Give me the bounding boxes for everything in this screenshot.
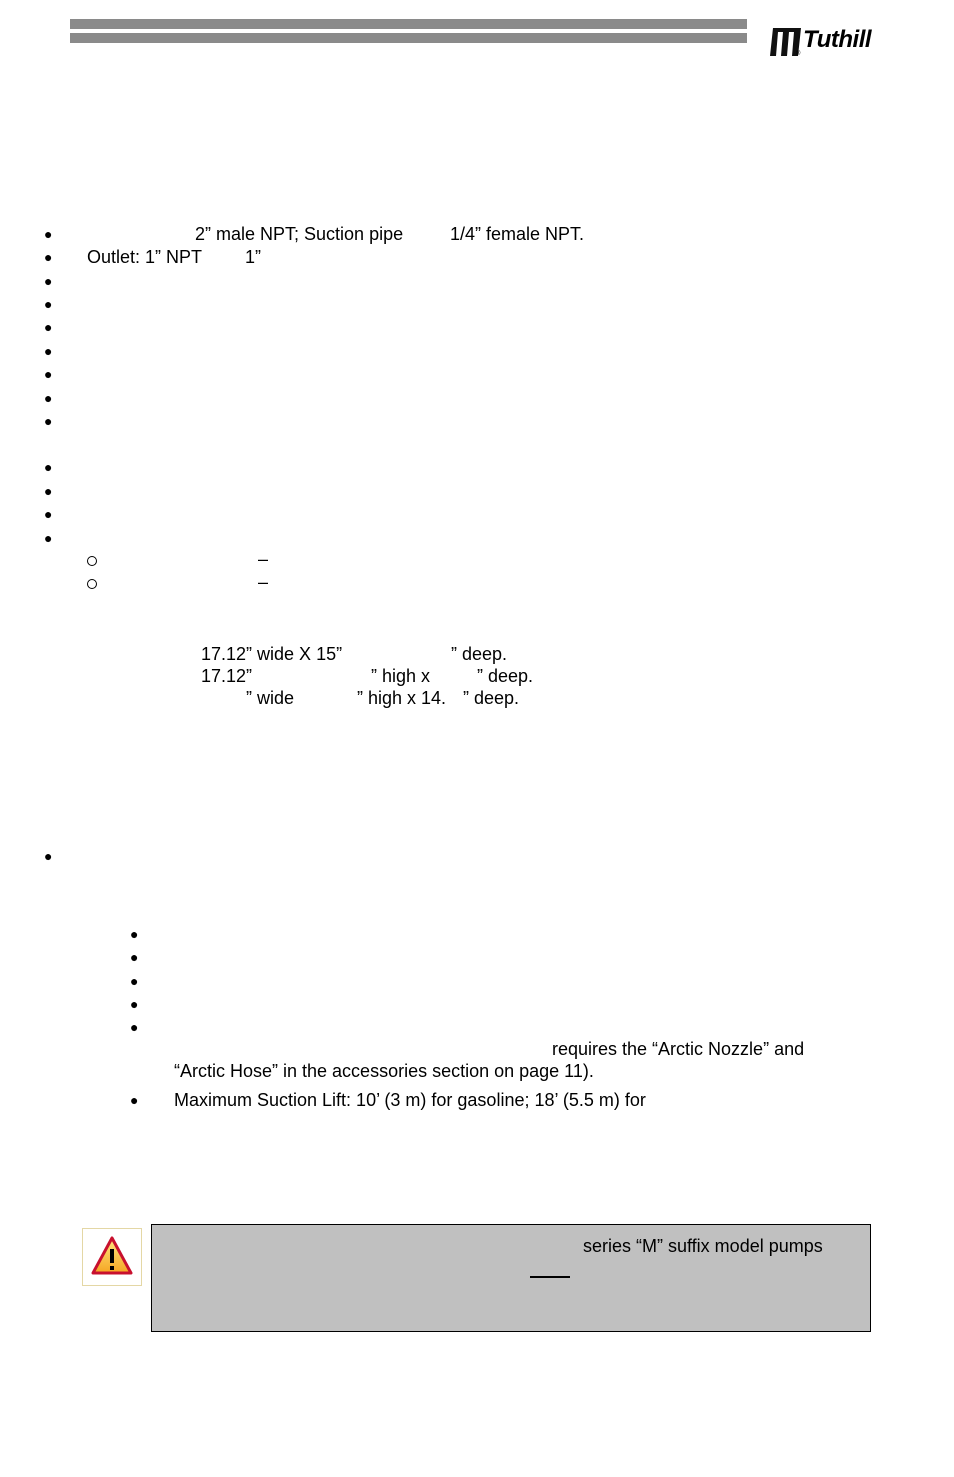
arctic-nozzle-note: requires the “Arctic Nozzle” and	[552, 1039, 805, 1059]
bullet: ●	[44, 249, 53, 265]
bullet: ●	[130, 996, 139, 1012]
bullet: ●	[44, 343, 53, 359]
sub-dash: –	[258, 549, 269, 569]
bullet: ●	[44, 848, 53, 864]
bullet: ●	[130, 949, 139, 965]
tuthill-logo	[768, 24, 888, 60]
dimension-row-3-depth: ” deep.	[463, 688, 520, 708]
bullet: ●	[44, 366, 53, 382]
bullet: ●	[44, 273, 53, 289]
header-bar-bottom	[70, 33, 747, 43]
spec-suction-pipe: 1/4” female NPT.	[450, 224, 585, 244]
logo-text: Tuthill	[803, 26, 872, 53]
bullet: ●	[44, 413, 53, 429]
warning-underline	[530, 1276, 570, 1278]
sub-bullet	[87, 579, 97, 589]
sub-bullet	[87, 556, 97, 566]
bullet: ●	[130, 973, 139, 989]
dimension-row-2: 17.12”	[201, 666, 253, 686]
warning-icon-frame	[82, 1228, 142, 1286]
warning-text: series “M” suffix model pumps	[583, 1236, 823, 1256]
dimension-row-3: ” wide	[246, 688, 295, 708]
logo-registered: ®	[796, 51, 801, 57]
dimension-row-2-depth: ” deep.	[477, 666, 534, 686]
bullet: ●	[44, 483, 53, 499]
bullet: ●	[44, 226, 53, 242]
spec-outlet: Outlet: 1” NPT	[87, 247, 203, 267]
header-bar-top	[70, 19, 747, 29]
dimension-row-1: 17.12” wide X 15”	[201, 644, 343, 664]
bullet: ●	[44, 296, 53, 312]
bullet: ●	[130, 1092, 139, 1108]
sub-dash: –	[258, 572, 269, 592]
bullet: ●	[44, 459, 53, 475]
max-suction-lift: Maximum Suction Lift: 10’ (3 m) for gasoline; 18’ (5.5 m) for	[174, 1090, 646, 1110]
dimension-row-1-depth: ” deep.	[451, 644, 508, 664]
bullet: ●	[44, 319, 53, 335]
warning-triangle-icon	[83, 1229, 141, 1285]
dimension-row-3-height: ” high x 14.	[357, 688, 447, 708]
bullet: ●	[44, 506, 53, 522]
arctic-hose-note: “Arctic Hose” in the accessories section on page 11).	[174, 1061, 594, 1081]
dimension-row-2-height: ” high x	[371, 666, 431, 686]
bullet: ●	[44, 390, 53, 406]
spec-outlet-size: 1”	[245, 247, 262, 267]
bullet: ●	[130, 926, 139, 942]
spec-inlet: 2” male NPT; Suction pipe	[195, 224, 404, 244]
bullet: ●	[44, 530, 53, 546]
bullet: ●	[130, 1019, 139, 1035]
